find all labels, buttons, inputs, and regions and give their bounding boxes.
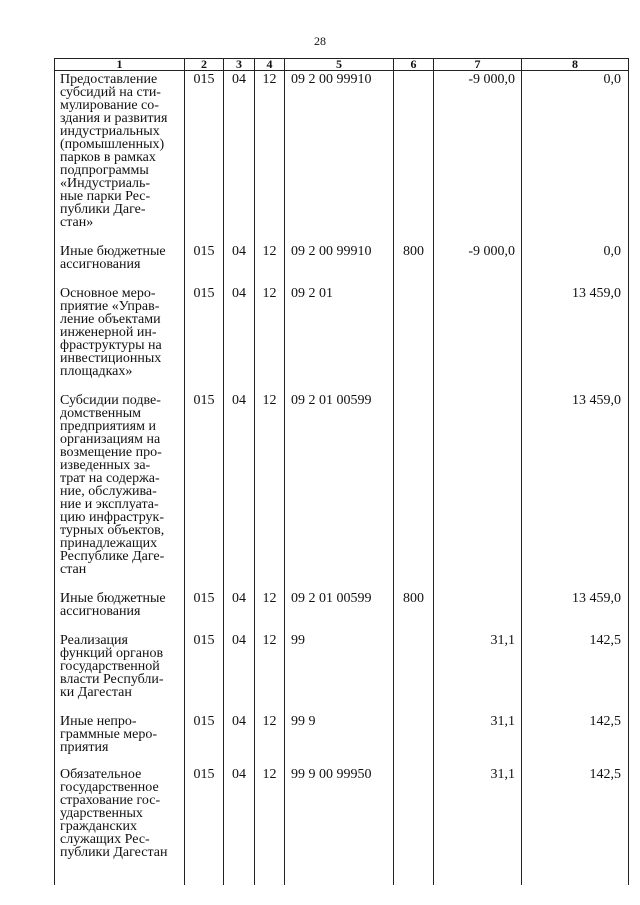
subsection-code: 12: [255, 71, 285, 244]
subsection-code: 12: [255, 632, 285, 713]
rzpr-code: 015: [185, 392, 224, 590]
column-header-7: 7: [434, 59, 522, 71]
column-header-6: 6: [394, 59, 434, 71]
amount-change: -9 000,0: [434, 71, 522, 244]
row-name-line: гражданских: [60, 819, 137, 834]
table-row: [55, 766, 629, 885]
subsection-code: 12: [255, 243, 285, 285]
target-article-code: 09 2 01: [285, 285, 394, 392]
row-name-line: индустриальных: [60, 124, 160, 139]
row-name: [55, 71, 185, 244]
expense-type-code: [394, 285, 434, 392]
expense-type-code: [394, 71, 434, 244]
row-name-line: здания и развития: [60, 111, 168, 126]
row-name-line: служащих Рес-: [60, 832, 150, 847]
rzpr-code: 015: [185, 632, 224, 713]
section-code: 04: [224, 713, 255, 766]
row-name: [55, 766, 185, 885]
amount-total: 13 459,0: [522, 590, 629, 632]
row-name-line: инженерной ин-: [60, 325, 157, 340]
row-name: [55, 713, 185, 766]
row-name-line: Иные бюджетные: [60, 591, 166, 606]
row-name-line: турных объектов,: [60, 523, 165, 538]
row-name-line: ассигнования: [60, 604, 141, 619]
row-name-line: Реализация: [60, 633, 128, 648]
amount-total: 0,0: [522, 243, 629, 285]
expense-type-code: [394, 766, 434, 885]
row-name-line: ние и эксплуата-: [60, 497, 159, 512]
target-article-code: 99: [285, 632, 394, 713]
table-row: [55, 392, 629, 590]
table-row: [55, 71, 629, 244]
table-row: [55, 590, 629, 632]
rzpr-code: 015: [185, 71, 224, 244]
section-code: 04: [224, 632, 255, 713]
row-name-line: ные парки Рес-: [60, 189, 151, 204]
row-name-line: приятие «Управ-: [60, 299, 160, 314]
column-header-4: 4: [255, 59, 285, 71]
amount-change: [434, 590, 522, 632]
rzpr-code: 015: [185, 713, 224, 766]
row-name-line: инвестиционных: [60, 351, 162, 366]
amount-change: 31,1: [434, 632, 522, 713]
amount-change: [434, 392, 522, 590]
row-name-line: Иные непро-: [60, 714, 137, 729]
row-name-line: страхование гос-: [60, 793, 161, 808]
row-name-line: ление объектами: [60, 312, 161, 327]
amount-total: 13 459,0: [522, 392, 629, 590]
table-row: [55, 632, 629, 713]
section-code: 04: [224, 392, 255, 590]
expense-type-code: [394, 713, 434, 766]
section-code: 04: [224, 590, 255, 632]
row-name-line: организациям на: [60, 432, 161, 447]
row-name-line: Обязательное: [60, 767, 142, 782]
header-row: [55, 59, 629, 71]
row-name-line: мулирование со-: [60, 98, 159, 113]
budget-table: [54, 58, 629, 885]
expense-type-code: [394, 632, 434, 713]
amount-total: 142,5: [522, 766, 629, 885]
column-header-8: 8: [522, 59, 629, 71]
page-number: 28: [314, 34, 326, 48]
row-name-line: (промышленных): [60, 137, 165, 152]
row-name-line: стан: [60, 562, 87, 577]
target-article-code: 09 2 01 00599: [285, 392, 394, 590]
row-name-line: изведенных за-: [60, 458, 151, 473]
subsection-code: 12: [255, 713, 285, 766]
amount-total: 142,5: [522, 632, 629, 713]
table-row: [55, 285, 629, 392]
subsection-code: 12: [255, 766, 285, 885]
row-name-line: домственным: [60, 406, 142, 421]
row-name-line: приятия: [60, 740, 109, 755]
table-row: [55, 243, 629, 285]
column-header-2: 2: [185, 59, 224, 71]
row-name-line: граммные меро-: [60, 727, 158, 742]
target-article-code: 99 9: [285, 713, 394, 766]
rzpr-code: 015: [185, 590, 224, 632]
table-row: [55, 713, 629, 766]
row-name-line: фраструктуры на: [60, 338, 162, 353]
row-name-line: Предоставление: [60, 72, 158, 87]
row-name-line: предприятиям и: [60, 419, 156, 434]
amount-change: [434, 285, 522, 392]
row-name-line: власти Республи-: [60, 672, 164, 687]
expense-type-code: [394, 392, 434, 590]
row-name: [55, 285, 185, 392]
amount-total: 0,0: [522, 71, 629, 244]
row-name-line: принадлежащих: [60, 536, 158, 551]
table-body: [55, 71, 629, 886]
row-name-line: государственной: [60, 659, 160, 674]
rzpr-code: 015: [185, 766, 224, 885]
amount-change: 31,1: [434, 713, 522, 766]
subsection-code: 12: [255, 285, 285, 392]
row-name-line: Субсидии подве-: [60, 393, 161, 408]
column-header-5: 5: [285, 59, 394, 71]
row-name-line: Иные бюджетные: [60, 244, 166, 259]
row-name: [55, 243, 185, 285]
row-name-line: парков в рамках: [60, 150, 156, 165]
row-name-line: возмещение про-: [60, 445, 162, 460]
row-name-line: публики Даге-: [60, 202, 146, 217]
row-name-line: подпрограммы: [60, 163, 149, 178]
row-name: [55, 632, 185, 713]
row-name-line: ударственных: [60, 806, 143, 821]
section-code: 04: [224, 285, 255, 392]
expense-type-code: 800: [394, 243, 434, 285]
row-name-line: государственное: [60, 780, 159, 795]
row-name-line: Основное меро-: [60, 286, 156, 301]
row-name-line: субсидий на сти-: [60, 85, 161, 100]
row-name-line: ки Дагестан: [60, 685, 132, 700]
target-article-code: 09 2 00 99910: [285, 243, 394, 285]
section-code: 04: [224, 766, 255, 885]
amount-total: 13 459,0: [522, 285, 629, 392]
row-name-line: трат на содержа-: [60, 471, 160, 486]
target-article-code: 99 9 00 99950: [285, 766, 394, 885]
rzpr-code: 015: [185, 243, 224, 285]
rzpr-code: 015: [185, 285, 224, 392]
section-code: 04: [224, 243, 255, 285]
row-name-line: цию инфраструк-: [60, 510, 164, 525]
row-name-line: площадках»: [60, 364, 133, 379]
target-article-code: 09 2 00 99910: [285, 71, 394, 244]
row-name: [55, 392, 185, 590]
row-name-line: ассигнования: [60, 257, 141, 272]
amount-total: 142,5: [522, 713, 629, 766]
target-article-code: 09 2 01 00599: [285, 590, 394, 632]
subsection-code: 12: [255, 392, 285, 590]
row-name-line: Республике Даге-: [60, 549, 165, 564]
row-name-line: функций органов: [60, 646, 164, 661]
amount-change: 31,1: [434, 766, 522, 885]
column-header-3: 3: [224, 59, 255, 71]
row-name-line: стан»: [60, 215, 94, 230]
subsection-code: 12: [255, 590, 285, 632]
expense-type-code: 800: [394, 590, 434, 632]
section-code: 04: [224, 71, 255, 244]
row-name-line: «Индустриаль-: [60, 176, 151, 191]
row-name-line: публики Дагестан: [60, 845, 168, 860]
row-name: [55, 590, 185, 632]
column-header-1: 1: [55, 59, 185, 71]
amount-change: -9 000,0: [434, 243, 522, 285]
row-name-line: ние, обслужива-: [60, 484, 157, 499]
